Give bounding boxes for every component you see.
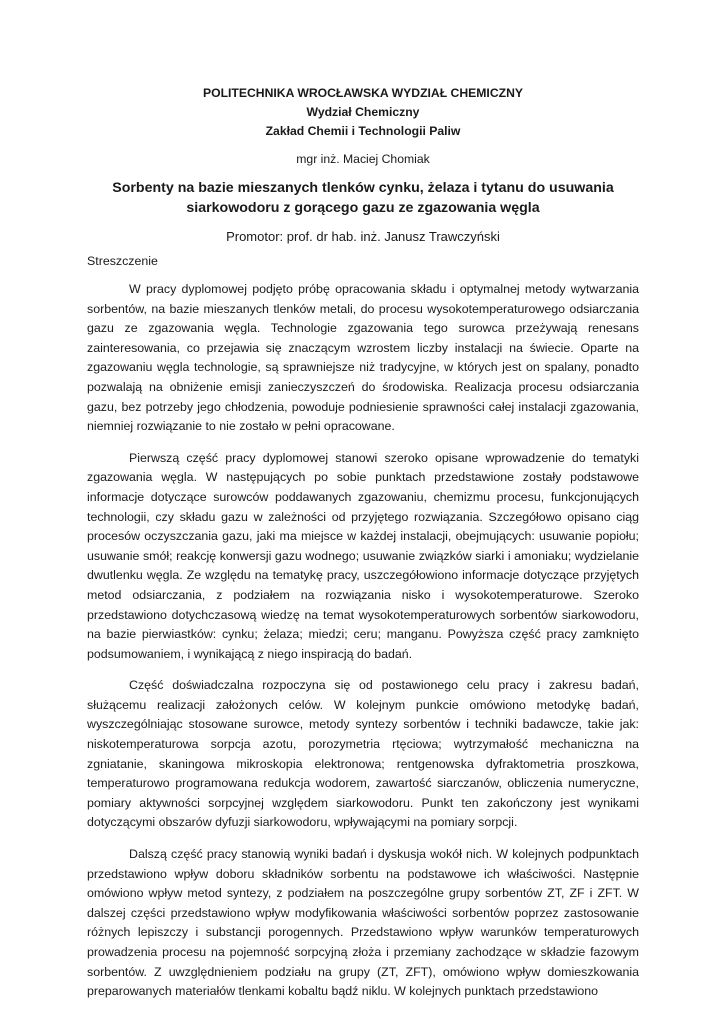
department-heading: Zakład Chemii i Technologii Paliw [265, 124, 461, 138]
promotor-line: Promotor: prof. dr hab. inż. Janusz Trawczyński [226, 229, 500, 244]
thesis-title: Sorbenty na bazie mieszanych tlenków cynku, żelaza i tytanu do usuwania siarkowodoru z gorącego gazu ze zgazowania węgla [112, 180, 614, 216]
abstract-paragraph-4: Dalszą część pracy stanowią wyniki badań i dyskusja wokół nich. W kolejnych podpunktach przedstawiono wpływ doboru składników sorbentu na podstawowe ich właściwości. Następnie omówiono wpływ metod syntezy, z podziałem na poszczególne grupy sorbentów ZT, ZF i ZFT. W dalszej części przedstawiono wpływ modyfikowania właściwości sorbentów poprzez zastosowanie różnych lepiszczy i substancji porogennych. Przedstawiono wpływ warunków temperaturowych prowadzenia procesu na pojemność sorpcyjną złoża i przemiany zachodzące w składzie fazowym sorbentów. Z uwzględnieniem podziału na grupy (ZT, ZFT), omówiono wpływ domieszkowania preparowanych materiałów tlenkami kobaltu bądź niklu. W kolejnych punktach przedstawiono [87, 847, 639, 999]
abstract-paragraph-3: Część doświadczalna rozpoczyna się od postawionego celu pracy i zakresu badań, służącemu realizacji założonych celów. W kolejnym punkcie omówiono metodykę badań, wyszczególniając stosowane surowce, metody syntezy sorbentów i techniki badawcze, takie jak: niskotemperaturowa sorpcja azotu, porozymetria rtęciowa; wytrzymałość mechaniczna na zgniatanie, skaningowa mikroskopia elektronowa; rentgenowska dyfraktometria proszkowa, temperaturowo programowana redukcja wodorem, zawartość siarczanów, obliczenia numeryczne, pomiary aktywności sorpcyjnej względem siarkowodoru. Punkt ten zakończony jest wynikami dotyczącymi obszarów dyfuzji siarkowodoru, wpływającymi na pomiary sorpcji. [87, 678, 639, 830]
university-heading: POLITECHNIKA WROCŁAWSKA WYDZIAŁ CHEMICZNY [202, 86, 523, 100]
author-name: mgr inż. Maciej Chomiak [296, 152, 430, 166]
abstract-paragraph-1: W pracy dyplomowej podjęto próbę opracowania składu i optymalnej metody wytwarzania sorbentów, na bazie mieszanych tlenków metali, do procesu wysokotemperaturowego odsiarczania gazu ze zgazowania węgla. Technologie zgazowania tego surowca przeżywają renesans zainteresowania, co przejawia się znaczącym wzrostem liczby instalacji na świecie. Oparte na zgazowaniu węgla technologie, są sprawniejsze niż tradycyjne, w których jest on spalany, ponadto pozwalają na obniżenie emisji zanieczyszczeń do środowiska. Realizacja procesu odsiarczania gazu, bez potrzeby jego chłodzenia, powoduje podniesienie sprawności całej instalacji zgazowania, niemniej rozwiązanie to nie zostało w pełni opracowane. [87, 282, 639, 434]
section-title: Streszczenie [87, 254, 158, 268]
faculty-heading: Wydział Chemiczny [306, 105, 420, 119]
abstract-paragraph-2: Pierwszą część pracy dyplomowej stanowi szeroko opisane wprowadzenie do tematyki zgazowania węgla. W następujących po sobie punktach przedstawione zostały podstawowe informacje dotyczące surowców poddawanych zgazowaniu, chemizmu procesu, funkcjonujących technologii, czy składu gazu w zależności od przyjętego rozwiązania. Szczegółowo opisano ciąg procesów oczyszczania gazu, jaki ma miejsce w każdej instalacji, obejmujących: usuwanie popiołu; usuwanie smół; reakcję konwersji gazu wodnego; usuwanie związków siarki i amoniaku; wydzielanie dwutlenku węgla. Ze względu na tematykę pracy, uszczegółowiono informacje dotyczące przyjętych metod odsiarczania, z podziałem na rozwiązania nisko i wysokotemperaturowe. Szeroko przedstawiono dotychczasową wiedzę na temat wysokotemperaturowych sorbentów siarkowodoru, na bazie pierwiastków: cynku; żelaza; miedzi; ceru; manganu. Powyższa część pracy zamknięto podsumowaniem, i wynikającą z niego inspiracją do badań. [87, 450, 639, 661]
document-page [87, 84, 639, 1002]
